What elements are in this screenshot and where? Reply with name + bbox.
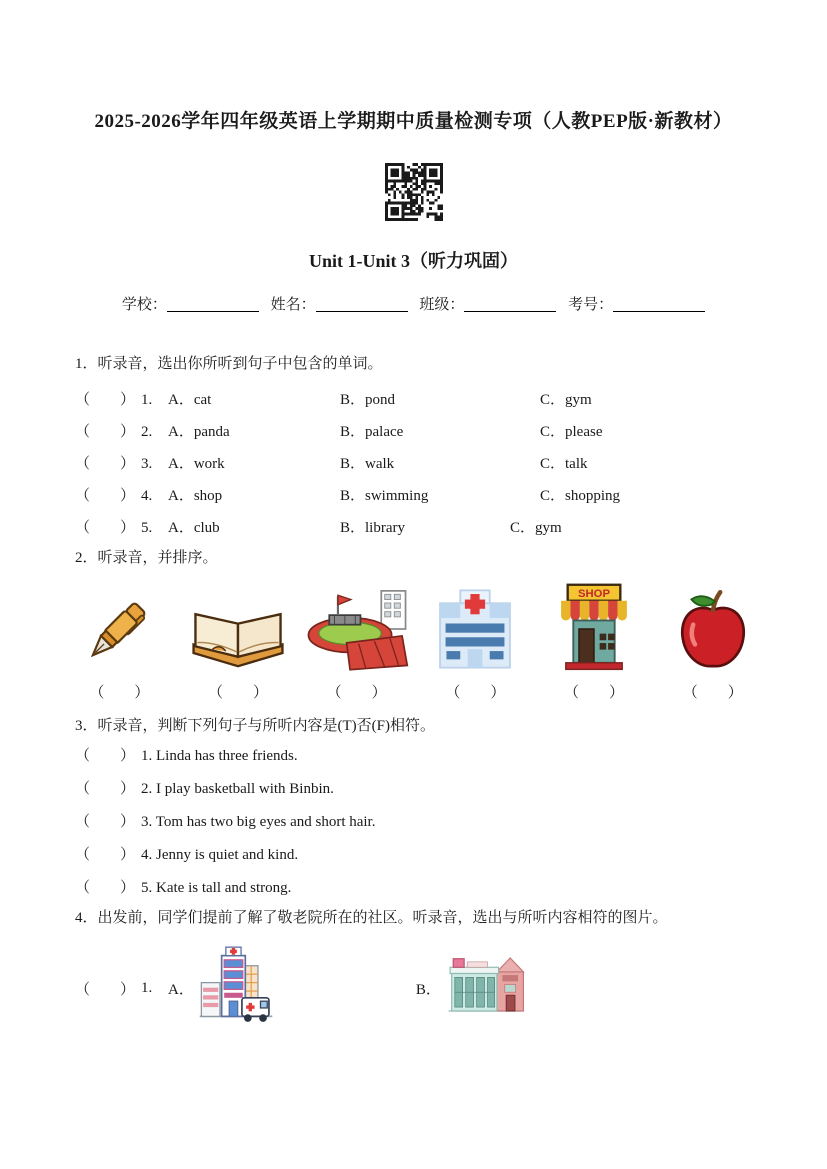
- q3-item-4: [75, 839, 772, 872]
- statement: 5. Kate is tall and strong.: [141, 880, 292, 896]
- q3-item-5: [75, 872, 772, 905]
- q1-item-5: [75, 512, 772, 544]
- page-title: 2025-2026学年四年级英语上学期期中质量检测专项（人教PEP版·新教材）: [94, 111, 733, 132]
- question-3-items: [75, 740, 772, 905]
- answer-bracket: （ ）: [208, 685, 269, 701]
- answer-bracket: （ ）: [75, 424, 136, 440]
- question-1-title: 1．听录音，选出你所听到句子中包含的单词。: [75, 356, 383, 372]
- question-2-images: [60, 579, 772, 675]
- shop-image: [535, 579, 654, 675]
- school-field: [122, 297, 259, 313]
- item-number: 1.: [141, 392, 153, 408]
- option-a: A．club: [168, 520, 220, 536]
- question-2-brackets: [60, 681, 772, 702]
- hospital-ambulance-icon: [198, 943, 274, 1029]
- q1-item-3: [75, 448, 772, 480]
- q1-item-4: [75, 480, 772, 512]
- book-image: [179, 579, 298, 675]
- answer-bracket: （ ）: [75, 981, 136, 998]
- class-label: 班级：: [419, 297, 465, 313]
- answer-bracket: （ ）: [89, 685, 150, 701]
- name-field: [271, 297, 408, 313]
- school-label: 学校：: [121, 297, 167, 313]
- q3-item-3: [75, 806, 772, 839]
- question-3: [75, 716, 772, 905]
- statement: 3. Tom has two big eyes and short hair.: [141, 814, 376, 830]
- statement: 4. Jenny is quiet and kind.: [141, 847, 299, 863]
- school-building-icon: [447, 954, 525, 1018]
- open-book-icon: [186, 595, 290, 675]
- option-c: C．gym: [540, 392, 592, 408]
- option-a: A．cat: [168, 392, 212, 408]
- option-b-label: B．: [415, 981, 441, 998]
- qr-code: [385, 163, 443, 221]
- option-c: C．talk: [540, 456, 588, 472]
- answer-bracket: （ ）: [75, 456, 136, 472]
- class-field: [419, 297, 556, 313]
- option-b-group: [416, 954, 525, 1023]
- answer-bracket: （ ）: [75, 880, 136, 896]
- option-b: B．pond: [340, 392, 396, 408]
- option-c: C．shopping: [540, 488, 621, 504]
- school-blank: [167, 296, 259, 312]
- name-label: 姓名：: [270, 297, 316, 313]
- answer-bracket: （ ）: [75, 781, 136, 797]
- statement: 2. I play basketball with Binbin.: [141, 781, 334, 797]
- question-4-title: 4．出发前，同学们提前了解了敬老院所在的社区。听录音，选出与所听内容相符的图片。: [75, 910, 668, 926]
- statement: 1. Linda has three friends.: [141, 748, 298, 764]
- playground-icon: [305, 583, 409, 675]
- answer-bracket: （ ）: [75, 520, 136, 536]
- apple-image: [653, 579, 772, 675]
- answer-bracket: （ ）: [75, 488, 136, 504]
- answer-bracket: （ ）: [75, 748, 136, 764]
- answer-bracket: （ ）: [75, 814, 136, 830]
- item-number: 2.: [141, 424, 153, 440]
- apple-icon: [668, 585, 758, 675]
- q1-item-2: [75, 416, 772, 448]
- answer-bracket: （ ）: [326, 685, 387, 701]
- pen-image: [60, 579, 179, 675]
- option-b: B．library: [340, 520, 405, 536]
- hospital-icon: [427, 583, 523, 675]
- question-2: [75, 548, 772, 569]
- exam-no-label: 考号：: [568, 297, 614, 313]
- answer-bracket: （ ）: [564, 685, 625, 701]
- answer-bracket: （ ）: [682, 685, 743, 701]
- class-blank: [464, 296, 556, 312]
- option-b: B．swimming: [340, 488, 429, 504]
- q4-item-1: [75, 945, 772, 1031]
- question-1: [75, 354, 772, 544]
- question-3-title: 3．听录音，判断下列句子与所听内容是(T)否(F)相符。: [75, 718, 435, 734]
- q3-item-2: [75, 773, 772, 806]
- answer-bracket: （ ）: [445, 685, 506, 701]
- option-b: B．palace: [340, 424, 404, 440]
- option-a-label: A．: [168, 981, 194, 998]
- school-building-image: [447, 954, 525, 1023]
- option-b: B．walk: [340, 456, 395, 472]
- option-a: A．shop: [168, 488, 223, 504]
- item-number: 1.: [141, 979, 153, 996]
- unit-heading: Unit 1-Unit 3（听力巩固）: [308, 251, 518, 271]
- shop-icon: [546, 581, 642, 675]
- answer-bracket: （ ）: [75, 392, 136, 408]
- item-number: 5.: [141, 520, 153, 536]
- question-4: [75, 908, 772, 1031]
- q1-item-1: [75, 384, 772, 416]
- shop-sign-text: SHOP: [578, 587, 610, 600]
- option-a: A．panda: [168, 424, 230, 440]
- exam-no-blank: [613, 296, 705, 312]
- name-blank: [316, 296, 408, 312]
- question-1-options: [75, 384, 772, 544]
- exam-no-field: [568, 297, 705, 313]
- playground-image: [297, 579, 416, 675]
- option-a: A．work: [168, 456, 225, 472]
- item-number: 3.: [141, 456, 153, 472]
- hospital-image: [416, 579, 535, 675]
- option-c: C．gym: [510, 520, 562, 536]
- qr-code-image: [385, 163, 443, 221]
- fountain-pen-icon: [75, 583, 163, 675]
- q3-item-1: [75, 740, 772, 773]
- student-info-line: [0, 293, 827, 314]
- item-number: 4.: [141, 488, 153, 504]
- question-2-title: 2．听录音，并排序。: [75, 550, 218, 566]
- answer-bracket: （ ）: [75, 847, 136, 863]
- option-c: C．please: [540, 424, 603, 440]
- hospital-ambulance-image: [198, 943, 274, 1034]
